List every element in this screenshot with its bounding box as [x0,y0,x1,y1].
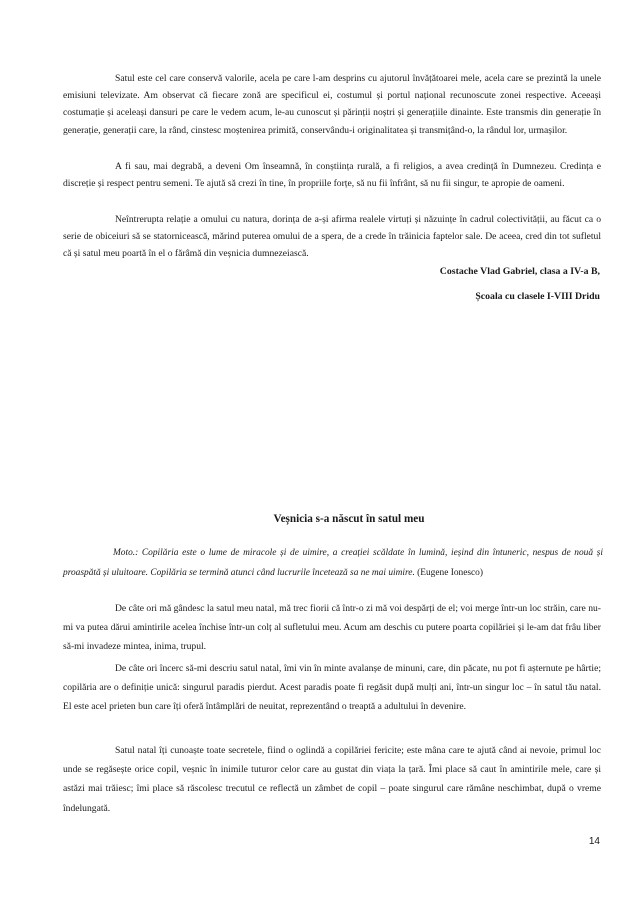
page-number: 14 [588,836,600,847]
paragraph-traditions: Satul este cel care conservă valorile, acela pe care l-am desprins cu ajutorul învățătoarei mele, acela care se prezintă la unele emisiuni televizate. Am observat că fiecare zonă are specificul ei, costumul și portul național recunoscute zonei respective. Aceeași costumație și aceleași dansuri pe care le vedem acum, le-au cunoscut și părinții noștri și generațiile dinainte. Este transmis din generație în generație, generații care, la rând, cinstesc moștenirea primită, conservându-i originalitatea și transmițând-o, la rândul lor, urmașilor. [63,73,601,136]
paragraph-faith: A fi sau, mai degrabă, a deveni Om înseamnă, în conștiința rurală, a fi religios, a avea credință în Dumnezeu. Credința e discreție și respect pentru semeni. Te ajută să crezi în tine, în propriile forțe, să nu fii înfrânt, să nu fii singur, te apropie de oameni. [63,161,601,190]
essay-title: Veșnicia s-a născut în satul meu [273,513,425,525]
motto [63,544,603,583]
motto-text: Moto.: Copilăria este o lume de miracole și de uimire, a creației scăldate în lumină, ieșind din întuneric, nespus de nouă și proaspătă și uluitoare. Copilăria se termină atunci când lucrurile încetează sa ne mai uimire. [63,548,603,578]
motto-author: (Eugene Ionesco) [417,567,483,578]
school-signature: Școala cu clasele I-VIII Dridu [475,291,600,302]
paragraph-nature: Neîntrerupta relație a omului cu natura, dorința de a-și afirma realele virtuți și năzuințe în cadrul colectivității, au făcut ca o serie de obiceiuri să se statornicească, mărind puterea omului de a spera, de a crede în trăinicia faptelor sale. De aceea, cred din tot sufletul că și satul meu poartă în el o fărâmă din veșnicia dumnezeiască. [63,214,601,260]
author-signature: Costache Vlad Gabriel, clasa a IV-a B, [439,266,600,277]
paragraph-paradise: De câte ori încerc să-mi descriu satul natal, îmi vin în minte avalanșe de minuni, care, din păcate, nu pot fi așternute pe hârtie; copilăria are o definiție unică: singurul paradis pierdut. Acest paradis poate fi regăsit după mulți ani, într-un singur loc – în satul tău natal. El este acel prieten bun care îți oferă întâmplări de neuitat, reprezentând o treaptă a adultului în devenire. [63,663,601,713]
paragraph-secrets: Satul natal îți cunoaște toate secretele, fiind o oglindă a copilăriei fericite; este mâna care te ajută când ai nevoie, primul loc unde se regăsește orice copil, veșnic în inimile tuturor celor care au gustat din viața la țară. Îmi place să caut în amintirile mele, care și astăzi mai trăiesc; îmi place să răscolesc trecutul ce reflectă un zâmbet de copil – poate singurul care rămâne neschimbat, după o vreme îndelungată. [63,745,601,814]
paragraph-hometown: De câte ori mă gândesc la satul meu natal, mă trec fiorii că într-o zi mă voi despărți de el; voi merge într-un loc străin, care nu-mi va putea dărui amintirile acelea închise într-un colț al sufletului meu. Acum am deschis cu putere poarta copilăriei și le-am dat frâu liber să-mi invadeze mintea, inima, trupul. [63,603,601,653]
